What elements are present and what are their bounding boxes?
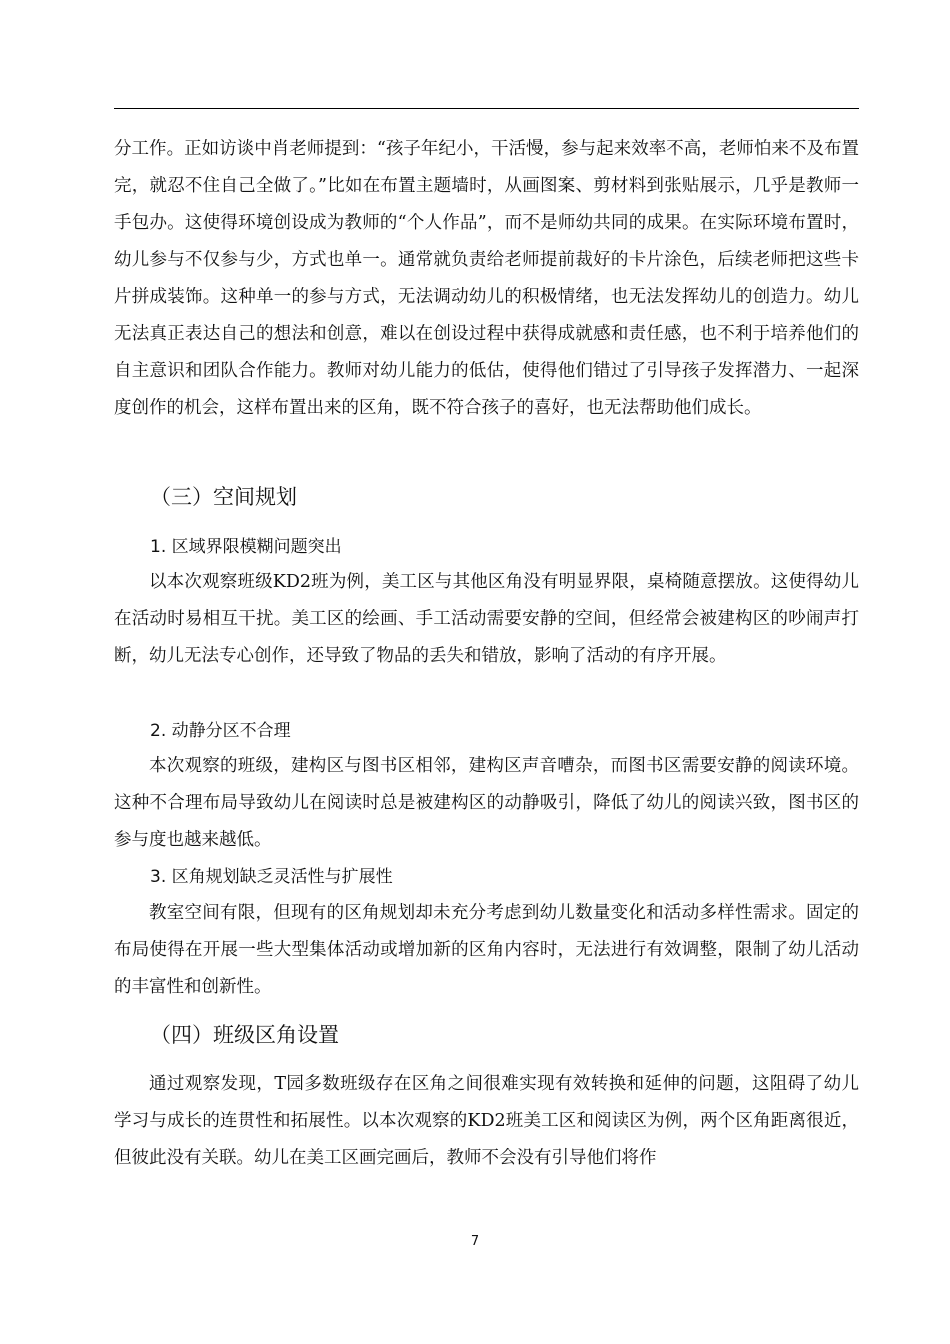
- paragraph-5-block: [114, 1066, 859, 1177]
- section-heading-3: （三）空间规划: [150, 485, 297, 509]
- paragraph-2: 以本次观察班级KD2班为例，美工区与其他区角没有明显界限，桌椅随意摆放。这使得幼儿在活动时易相互干扰。美工区的绘画、手工活动需要安静的空间，但经常会被建构区的吵闹声打断，幼儿无法专心创作，还导致了物品的丢失和错放，影响了活动的有序开展。: [114, 572, 859, 666]
- paragraph-2-block: [114, 564, 859, 675]
- paragraph-4-block: [114, 895, 859, 1006]
- header-rule: [114, 108, 859, 109]
- paragraph-3: 本次观察的班级，建构区与图书区相邻，建构区声音嘈杂，而图书区需要安静的阅读环境。这种不合理布局导致幼儿在阅读时总是被建构区的动静吸引，降低了幼儿的阅读兴致，图书区的参与度也越来越低。: [114, 756, 859, 850]
- subheading-1: 1. 区域界限模糊问题突出: [150, 537, 342, 557]
- subheading-3: 3. 区角规划缺乏灵活性与扩展性: [150, 867, 393, 887]
- page-number: 7: [470, 1234, 480, 1249]
- subheading-2: 2. 动静分区不合理: [150, 721, 291, 741]
- paragraph-1-block: [114, 131, 859, 427]
- paragraph-5: 通过观察发现，T园多数班级存在区角之间很难实现有效转换和延伸的问题，这阻碍了幼儿学习与成长的连贯性和拓展性。以本次观察的KD2班美工区和阅读区为例，两个区角距离很近，但彼此没有关联。幼儿在美工区画完画后，教师不会没有引导他们将作: [114, 1074, 859, 1168]
- paragraph-4: 教室空间有限，但现有的区角规划却未充分考虑到幼儿数量变化和活动多样性需求。固定的布局使得在开展一些大型集体活动或增加新的区角内容时，无法进行有效调整，限制了幼儿活动的丰富性和创新性。: [114, 903, 859, 997]
- paragraph-3-block: [114, 748, 859, 859]
- paragraph-1: 分工作。正如访谈中肖老师提到：“孩子年纪小，干活慢，参与起来效率不高，老师怕来不及布置完，就忍不住自己全做了。”比如在布置主题墙时，从画图案、剪材料到张贴展示，几乎是教师一手包办。这使得环境创设成为教师的“个人作品”，而不是师幼共同的成果。在实际环境布置时，幼儿参与不仅参与少，方式也单一。通常就负责给老师提前裁好的卡片涂色，后续老师把这些卡片拼成装饰。这种单一的参与方式，无法调动幼儿的积极情绪，也无法发挥幼儿的创造力。幼儿无法真正表达自己的想法和创意，难以在创设过程中获得成就感和责任感，也不利于培养他们的自主意识和团队合作能力。教师对幼儿能力的低估，使得他们错过了引导孩子发挥潜力、一起深度创作的机会，这样布置出来的区角，既不符合孩子的喜好，也无法帮助他们成长。: [114, 139, 859, 418]
- section-heading-4: （四）班级区角设置: [150, 1023, 339, 1047]
